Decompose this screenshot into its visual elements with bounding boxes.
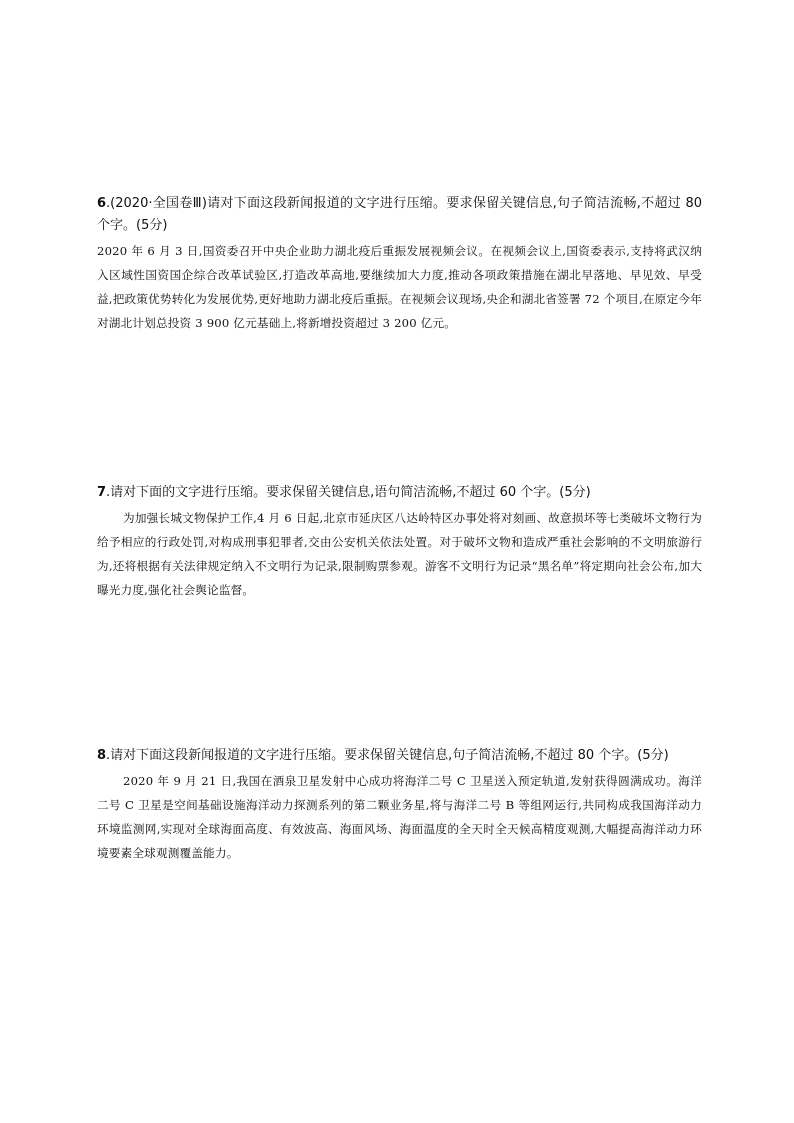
question-8-prompt bbox=[97, 745, 702, 767]
question-8-passage: 2020 年 9 月 21 日,我国在酒泉卫星发射中心成功将海洋二号 C 卫星送入预定轨道,发射获得圆满成功。海洋二号 C 卫星是空间基础设施海洋动力探测系列的第二颗业务星,将与海洋二号 B 等组网运行,共同构成我国海洋动力环境监测网,实现对全球海面高度、有效波高、海面风场、海面温度的全天时全天候高精度观测,大幅提高海洋动力环境要素全球观测覆盖能力。 bbox=[97, 774, 702, 860]
question-6-number: 6 bbox=[97, 196, 107, 211]
question-6-passage: 2020 年 6 月 3 日,国资委召开中央企业助力湖北疫后重振发展视频会议。在视频会议上,国资委表示,支持将武汉纳入区域性国资国企综合改革试验区,打造改革高地,要继续加大力度,推动各项政策措施在湖北早落地、早见效、早受益,把政策优势转化为发展优势,更好地助力湖北疫后重振。在视频会议现场,央企和湖北省签署 72 个项目,在原定今年对湖北计划总投资 3 900 亿元基础上,将新增投资超过 3 200 亿元。 bbox=[97, 244, 702, 330]
question-6 bbox=[97, 193, 702, 335]
question-8-prompt-text: .请对下面这段新闻报道的文字进行压缩。要求保留关键信息,句子简洁流畅,不超过 80 个字。(5分) bbox=[106, 748, 669, 763]
question-7-number: 7 bbox=[97, 485, 107, 500]
question-6-prompt-text: .(2020·全国卷Ⅲ)请对下面这段新闻报道的文字进行压缩。要求保留关键信息,句子简洁流畅,不超过 80 个字。(5分) bbox=[97, 196, 702, 233]
question-8-number: 8 bbox=[97, 748, 107, 763]
question-7-passage: 为加强长城文物保护工作,4 月 6 日起,北京市延庆区八达岭特区办事处将对刻画、故意损坏等七类破坏文物行为给予相应的行政处罚,对构成刑事犯罪者,交由公安机关依法处置。对于破坏文物和造成严重社会影响的不文明旅游行为,还将根据有关法律规定纳入不文明行为记录,限制购票参观。游客不文明行为记录“黑名单”将定期向社会公布,加大曝光力度,强化社会舆论监督。 bbox=[97, 511, 702, 597]
question-7-prompt bbox=[97, 482, 702, 504]
question-7 bbox=[97, 482, 702, 602]
question-8 bbox=[97, 745, 702, 865]
question-6-prompt bbox=[97, 193, 702, 237]
question-7-prompt-text: .请对下面的文字进行压缩。要求保留关键信息,语句简洁流畅,不超过 60 个字。(5分) bbox=[106, 485, 591, 500]
